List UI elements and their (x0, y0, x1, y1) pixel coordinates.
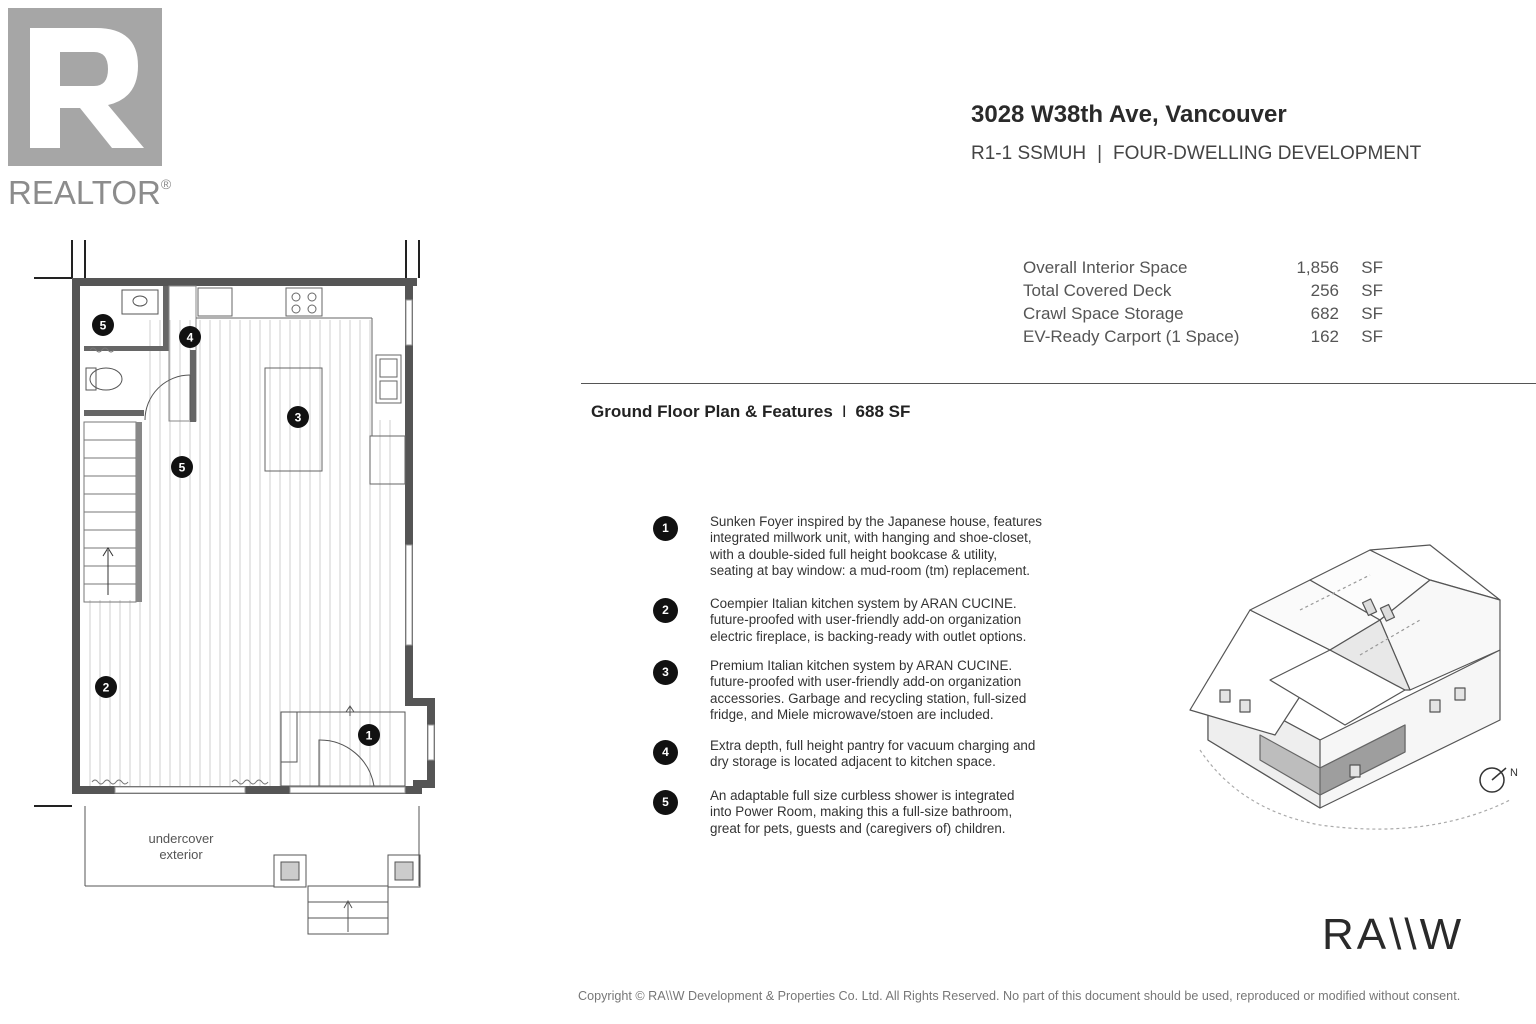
plan-marker (171, 456, 193, 478)
floor-plan-area: 688 SF (855, 402, 911, 421)
plan-marker-label: 3 (294, 410, 302, 425)
feature-line: Sunken Foyer inspired by the Japanese house, features (710, 514, 1043, 529)
ground-floor-plan (0, 230, 450, 950)
plan-marker-label: 1 (365, 728, 373, 743)
area-stats-table (1023, 256, 1393, 348)
plan-marker (358, 724, 380, 746)
plan-marker (287, 406, 309, 428)
stair (84, 422, 142, 602)
feature-line: Coempier Italian kitchen system by ARAN CUCINE. (710, 596, 1017, 611)
subtitle-separator: | (1097, 143, 1103, 164)
floor-plan-title: Ground Floor Plan & Features (591, 402, 833, 421)
feature-number: 2 (653, 598, 678, 623)
development-type: FOUR-DWELLING DEVELOPMENT (1113, 143, 1422, 164)
realtor-wordmark: REALTOR® (8, 174, 172, 211)
stat-unit: SF (1361, 258, 1383, 277)
zoning-code: R1-1 SSMUH (971, 143, 1087, 164)
stat-unit: SF (1361, 281, 1383, 300)
stat-label: Overall Interior Space (1023, 258, 1188, 277)
axonometric-house-drawing (1180, 540, 1536, 840)
feature-number: 1 (653, 516, 678, 541)
feature-number: 3 (653, 660, 678, 685)
stat-label: Crawl Space Storage (1023, 304, 1184, 323)
development-subtitle (971, 143, 1421, 165)
section-divider (581, 383, 1536, 384)
exterior-label-line1: undercover (148, 831, 214, 846)
feature-line: great for pets, guests and (caregivers of) children. (710, 820, 1006, 836)
stat-label: Total Covered Deck (1023, 281, 1172, 300)
stat-row (1023, 325, 1393, 348)
raw-brand-logo: RA\\W (1322, 910, 1465, 959)
property-address: 3028 W38th Ave, Vancouver (971, 101, 1287, 128)
stat-label: EV-Ready Carport (1 Space) (1023, 327, 1240, 346)
feature-line: electric fireplace, is backing-ready with outlet options. (710, 628, 1027, 644)
covered-exterior (85, 806, 420, 934)
north-compass-icon (1480, 767, 1518, 792)
feature-line: fridge, and Miele microwave/stoen are included. (710, 706, 994, 722)
feature-line: with a double-sided full height bookcase & utility, (710, 546, 998, 562)
stat-row (1023, 279, 1393, 302)
feature-item (653, 788, 1073, 837)
plan-marker (92, 314, 114, 336)
realtor-r-glyph-icon (8, 8, 162, 166)
stat-row (1023, 302, 1393, 325)
floor-plan-heading (591, 402, 910, 422)
exterior-label-line2: exterior (159, 847, 203, 862)
copyright-notice: Copyright © RA\\W Development & Properties Co. Ltd. All Rights Reserved. No part of this document should be used, reproduced or modified without consent. (578, 989, 1461, 1003)
realtor-logo (8, 8, 178, 211)
plan-marker (95, 676, 117, 698)
feature-line: integrated millwork unit, with hanging and shoe-closet, (710, 530, 1032, 546)
heading-separator: I (841, 402, 847, 421)
feature-number: 5 (653, 790, 678, 815)
plan-marker-label: 5 (178, 460, 186, 475)
realtor-r-tile (8, 8, 162, 166)
stat-value: 1,856 (1296, 258, 1339, 277)
feature-line: future-proofed with user-friendly add-on organization (710, 674, 1022, 690)
feature-line: future-proofed with user-friendly add-on organization (710, 612, 1022, 628)
feature-line: dry storage is located adjacent to kitchen space. (710, 754, 996, 770)
feature-line: Extra depth, full height pantry for vacuum charging and (710, 738, 1036, 753)
feature-line: seating at bay window: a mud-room (tm) replacement. (710, 562, 1031, 578)
feature-line: accessories. Garbage and recycling station, full-sized (710, 690, 1027, 706)
feature-line: into Power Room, making this a full-size bathroom, (710, 804, 1013, 820)
stat-row (1023, 256, 1393, 279)
feature-item (653, 658, 1073, 738)
stat-value: 256 (1310, 281, 1339, 300)
feature-number: 4 (653, 740, 678, 765)
stat-unit: SF (1361, 304, 1383, 323)
features-list (653, 514, 1073, 837)
stat-value: 682 (1310, 304, 1339, 323)
plan-marker-label: 4 (186, 330, 194, 345)
plan-marker (179, 326, 201, 348)
feature-item (653, 596, 1073, 658)
bathroom (84, 286, 169, 416)
plan-marker-label: 5 (99, 318, 107, 333)
stat-unit: SF (1361, 327, 1383, 346)
feature-item (653, 738, 1073, 788)
stat-value: 162 (1310, 327, 1339, 346)
feature-line: An adaptable full size curbless shower is integrated (710, 788, 1015, 803)
plan-marker-label: 2 (102, 680, 110, 695)
feature-line: Premium Italian kitchen system by ARAN CUCINE. (710, 658, 1013, 673)
floor-hatching (90, 320, 390, 790)
compass-north-label: N (1510, 767, 1518, 779)
feature-item (653, 514, 1073, 596)
